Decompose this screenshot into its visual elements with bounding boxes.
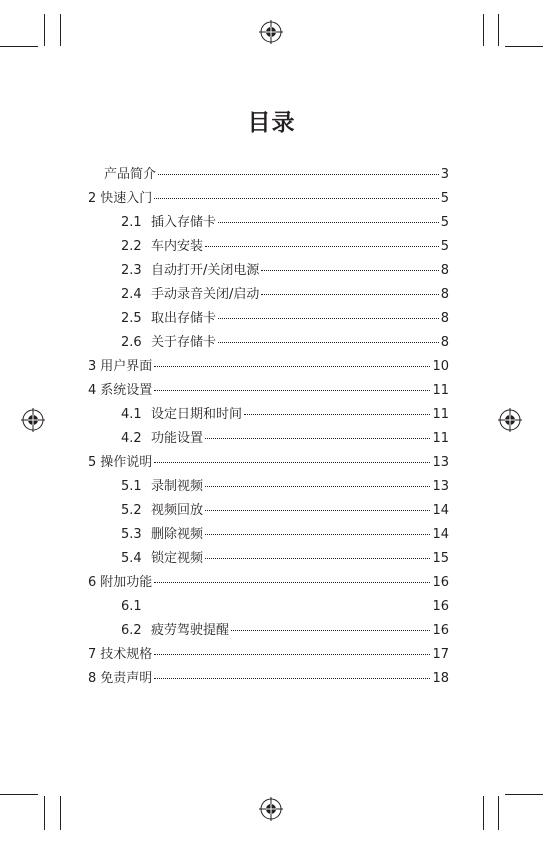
toc-entry[interactable] bbox=[121, 526, 449, 544]
crop-mark bbox=[44, 14, 45, 46]
toc-entry-number: 6.1 bbox=[121, 599, 142, 614]
toc-entry[interactable] bbox=[121, 622, 449, 640]
crop-mark bbox=[483, 796, 484, 830]
toc-entry-page-number: 16 bbox=[432, 599, 449, 614]
toc-entry-page-number: 11 bbox=[432, 407, 449, 422]
crop-mark bbox=[505, 46, 543, 47]
registration-mark-icon bbox=[21, 408, 45, 432]
toc-entry[interactable] bbox=[88, 454, 449, 472]
dot-leader bbox=[154, 366, 430, 367]
toc-entry-label: 关于存储卡 bbox=[151, 335, 217, 350]
toc-entry-label: 系统设置 bbox=[100, 383, 153, 398]
toc-entry-number: 6.2 bbox=[121, 623, 142, 638]
toc-entry-page-number: 11 bbox=[432, 431, 449, 446]
toc-entry[interactable] bbox=[121, 214, 449, 232]
dot-leader bbox=[218, 318, 439, 319]
toc-entry-number: 7 bbox=[88, 647, 97, 662]
toc-entry-label: 免责声明 bbox=[100, 671, 153, 686]
toc-entry-page-number: 15 bbox=[432, 551, 449, 566]
toc-entry[interactable] bbox=[121, 238, 449, 256]
dot-leader bbox=[205, 510, 430, 511]
toc-entry-page-number: 8 bbox=[440, 311, 449, 326]
toc-entry-label: 锁定视频 bbox=[151, 551, 204, 566]
dot-leader bbox=[261, 294, 438, 295]
crop-mark bbox=[498, 796, 499, 830]
toc-entry-page-number: 3 bbox=[440, 167, 449, 182]
crop-mark bbox=[60, 796, 61, 830]
toc-entry-label: 视频回放 bbox=[151, 503, 204, 518]
dot-leader bbox=[154, 462, 430, 463]
toc-entry-number: 4 bbox=[88, 383, 97, 398]
toc-entry-page-number: 14 bbox=[432, 503, 449, 518]
dot-leader bbox=[218, 342, 439, 343]
toc-entry-page-number: 14 bbox=[432, 527, 449, 542]
toc-entry-page-number: 5 bbox=[440, 191, 449, 206]
toc-entry-number: 5.1 bbox=[121, 479, 142, 494]
toc-entry-number: 2.2 bbox=[121, 239, 142, 254]
toc-entry-label: 操作说明 bbox=[100, 455, 153, 470]
toc-entry-number: 3 bbox=[88, 359, 97, 374]
crop-mark bbox=[483, 14, 484, 46]
toc-entry-page-number: 13 bbox=[432, 455, 449, 470]
toc-entry[interactable] bbox=[88, 382, 449, 400]
toc-entry-label: 疲劳驾驶提醒 bbox=[151, 623, 230, 638]
toc-entry[interactable] bbox=[121, 334, 449, 352]
toc-entry[interactable] bbox=[88, 190, 449, 208]
toc-entry-page-number: 18 bbox=[432, 671, 449, 686]
toc-entry-page-number: 8 bbox=[440, 287, 449, 302]
toc-entry-page-number: 13 bbox=[432, 479, 449, 494]
toc-entry[interactable] bbox=[88, 670, 449, 688]
toc-entry[interactable] bbox=[121, 286, 449, 304]
dot-leader bbox=[205, 438, 430, 439]
dot-leader bbox=[154, 198, 438, 199]
toc-entry[interactable] bbox=[88, 646, 449, 664]
dot-leader bbox=[205, 534, 430, 535]
toc-entry-number: 5.2 bbox=[121, 503, 142, 518]
toc-entry-page-number: 11 bbox=[432, 383, 449, 398]
dot-leader bbox=[261, 270, 438, 271]
crop-mark bbox=[60, 14, 61, 46]
toc-entry-number: 2.3 bbox=[121, 263, 142, 278]
toc-entry-number: 5.3 bbox=[121, 527, 142, 542]
toc-entry-number: 6 bbox=[88, 575, 97, 590]
registration-mark-icon bbox=[498, 408, 522, 432]
toc-entry-label: 插入存储卡 bbox=[151, 215, 217, 230]
toc-entry[interactable] bbox=[121, 262, 449, 280]
toc-entry[interactable] bbox=[121, 406, 449, 424]
toc-entry-number: 8 bbox=[88, 671, 97, 686]
toc-entry-page-number: 16 bbox=[432, 575, 449, 590]
dot-leader bbox=[154, 582, 430, 583]
toc-entry-number: 2.4 bbox=[121, 287, 142, 302]
toc-entry-label: 手动录音关闭/启动 bbox=[151, 287, 260, 302]
toc-entry[interactable] bbox=[121, 550, 449, 568]
toc-entry-number: 4.1 bbox=[121, 407, 142, 422]
toc-entry[interactable] bbox=[121, 430, 449, 448]
toc-entry-page-number: 17 bbox=[432, 647, 449, 662]
dot-leader bbox=[244, 414, 430, 415]
dot-leader bbox=[205, 246, 439, 247]
dot-leader bbox=[154, 678, 430, 679]
toc-entry-page-number: 5 bbox=[440, 215, 449, 230]
toc-entry-label: 附加功能 bbox=[100, 575, 153, 590]
crop-mark bbox=[0, 794, 38, 795]
toc-entry-label: 自动打开/关闭电源 bbox=[151, 263, 260, 278]
toc-entry-label: 功能设置 bbox=[151, 431, 204, 446]
toc-entry[interactable] bbox=[104, 166, 449, 184]
toc-entry-number: 2 bbox=[88, 191, 97, 206]
toc-entry-number: 2.5 bbox=[121, 311, 142, 326]
toc-entry-number: 5.4 bbox=[121, 551, 142, 566]
registration-mark-icon bbox=[259, 20, 283, 44]
page-title: 目录 bbox=[247, 110, 296, 136]
dot-leader bbox=[158, 174, 439, 175]
dot-leader bbox=[154, 390, 430, 391]
dot-leader bbox=[218, 222, 439, 223]
crop-mark bbox=[505, 794, 543, 795]
dot-leader bbox=[205, 486, 430, 487]
crop-mark bbox=[44, 796, 45, 830]
dot-leader bbox=[231, 630, 430, 631]
toc-entry-page-number: 5 bbox=[440, 239, 449, 254]
toc-entry-label: 设定日期和时间 bbox=[151, 407, 243, 422]
toc-entry-label: 取出存储卡 bbox=[151, 311, 217, 326]
toc-entry[interactable] bbox=[88, 358, 449, 376]
toc-entry-label: 用户界面 bbox=[100, 359, 153, 374]
toc-entry[interactable] bbox=[121, 598, 449, 616]
toc-entry-label: 车内安装 bbox=[151, 239, 204, 254]
toc-entry-page-number: 10 bbox=[432, 359, 449, 374]
toc-entry[interactable] bbox=[88, 574, 449, 592]
crop-mark bbox=[0, 46, 38, 47]
toc-entry-number: 2.6 bbox=[121, 335, 142, 350]
toc-entry-page-number: 16 bbox=[432, 623, 449, 638]
toc-entry-label: 录制视频 bbox=[151, 479, 204, 494]
toc-entry[interactable] bbox=[121, 502, 449, 520]
toc-entry-label: 删除视频 bbox=[151, 527, 204, 542]
toc-entry-label: 产品简介 bbox=[104, 167, 157, 182]
toc-entry[interactable] bbox=[121, 478, 449, 496]
crop-mark bbox=[498, 14, 499, 46]
dot-leader bbox=[205, 558, 430, 559]
toc-entry-number: 5 bbox=[88, 455, 97, 470]
toc-entry-label: 技术规格 bbox=[100, 647, 153, 662]
registration-mark-icon bbox=[259, 797, 283, 821]
toc-entry-label: 快速入门 bbox=[100, 191, 153, 206]
toc-entry-page-number: 8 bbox=[440, 335, 449, 350]
toc-entry-number: 2.1 bbox=[121, 215, 142, 230]
toc-entry-number: 4.2 bbox=[121, 431, 142, 446]
toc-entry-page-number: 8 bbox=[440, 263, 449, 278]
dot-leader bbox=[154, 654, 430, 655]
toc-entry[interactable] bbox=[121, 310, 449, 328]
